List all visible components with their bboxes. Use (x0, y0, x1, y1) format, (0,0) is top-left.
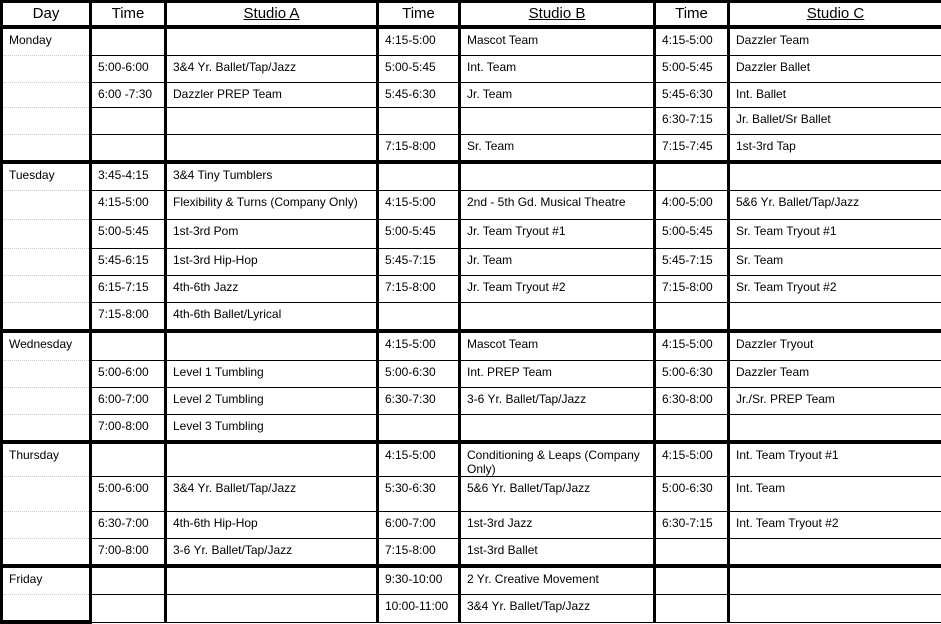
time-b-cell: 6:00-7:00 (378, 512, 460, 539)
studio-a-cell: 4th-6th Hip-Hop (166, 512, 378, 539)
studio-c-cell: Int. Team Tryout #1 (729, 442, 941, 477)
day-cell (2, 388, 91, 415)
studio-c-cell: 5&6 Yr. Ballet/Tap/Jazz (729, 191, 941, 220)
time-a-cell (91, 27, 166, 56)
time-b-cell (378, 415, 460, 443)
time-a-cell: 5:00-5:45 (91, 220, 166, 249)
studio-b-cell: 2nd - 5th Gd. Musical Theatre (460, 191, 655, 220)
studio-a-cell (166, 331, 378, 361)
time-a-cell: 6:00-7:00 (91, 388, 166, 415)
time-a-cell: 3:45-4:15 (91, 162, 166, 191)
studio-c-cell: Dazzler Team (729, 27, 941, 56)
time-c-cell: 5:45-6:30 (655, 83, 729, 108)
studio-b-cell (460, 303, 655, 332)
time-a-cell: 7:00-8:00 (91, 415, 166, 443)
studio-a-cell (166, 595, 378, 623)
time-a-cell: 7:15-8:00 (91, 303, 166, 332)
studio-c-cell (729, 415, 941, 443)
day-cell (2, 191, 91, 220)
studio-b-cell: Jr. Team (460, 83, 655, 108)
time-a-cell (91, 135, 166, 163)
studio-a-cell (166, 27, 378, 56)
time-a-cell: 7:00-8:00 (91, 539, 166, 567)
header-studio-b (460, 2, 655, 28)
studio-c-cell (729, 566, 941, 595)
schedule-row (2, 27, 941, 56)
schedule-row (2, 539, 941, 567)
day-label: Monday (2, 27, 91, 56)
day-cell (2, 220, 91, 249)
day-label: Tuesday (2, 162, 91, 191)
studio-b-cell: Jr. Team Tryout #2 (460, 276, 655, 303)
time-c-cell (655, 415, 729, 443)
studio-c-cell: Dazzler Team (729, 361, 941, 388)
schedule-row (2, 331, 941, 361)
studio-a-cell: Level 2 Tumbling (166, 388, 378, 415)
header-time-a: Time (91, 2, 166, 28)
day-cell (2, 276, 91, 303)
studio-a-cell: Level 1 Tumbling (166, 361, 378, 388)
day-cell (2, 415, 91, 443)
time-c-cell: 6:30-8:00 (655, 388, 729, 415)
studio-a-cell: 4th-6th Ballet/Lyrical (166, 303, 378, 332)
time-c-cell: 4:00-5:00 (655, 191, 729, 220)
time-c-cell: 7:15-7:45 (655, 135, 729, 163)
time-a-cell: 5:00-6:00 (91, 477, 166, 512)
studio-a-cell: 3&4 Tiny Tumblers (166, 162, 378, 191)
time-c-cell (655, 303, 729, 332)
time-b-cell: 10:00-11:00 (378, 595, 460, 623)
time-c-cell (655, 595, 729, 623)
time-b-cell: 9:30-10:00 (378, 566, 460, 595)
day-cell (2, 539, 91, 567)
studio-c-cell: Sr. Team Tryout #2 (729, 276, 941, 303)
schedule-row (2, 56, 941, 83)
day-cell (2, 83, 91, 108)
day-cell (2, 56, 91, 83)
studio-a-cell: 4th-6th Jazz (166, 276, 378, 303)
time-c-cell: 5:00-5:45 (655, 56, 729, 83)
schedule-row (2, 566, 941, 595)
time-b-cell: 6:30-7:30 (378, 388, 460, 415)
studio-a-cell: 1st-3rd Pom (166, 220, 378, 249)
schedule-row (2, 442, 941, 477)
studio-b-cell: Int. Team (460, 56, 655, 83)
day-cell (2, 249, 91, 276)
studio-b-cell (460, 415, 655, 443)
schedule-row (2, 276, 941, 303)
studio-b-cell: 5&6 Yr. Ballet/Tap/Jazz (460, 477, 655, 512)
time-a-cell: 5:00-6:00 (91, 56, 166, 83)
studio-a-cell: 3-6 Yr. Ballet/Tap/Jazz (166, 539, 378, 567)
studio-c-cell: Dazzler Ballet (729, 56, 941, 83)
day-label: Friday (2, 566, 91, 595)
time-a-cell (91, 442, 166, 477)
studio-c-cell: 1st-3rd Tap (729, 135, 941, 163)
header-studio-c (729, 2, 941, 28)
time-b-cell: 4:15-5:00 (378, 27, 460, 56)
schedule-row (2, 191, 941, 220)
studio-a-cell (166, 566, 378, 595)
time-c-cell: 5:45-7:15 (655, 249, 729, 276)
time-b-cell (378, 162, 460, 191)
schedule-row (2, 162, 941, 191)
time-a-cell (91, 595, 166, 623)
studio-b-cell: Sr. Team (460, 135, 655, 163)
studio-c-cell (729, 162, 941, 191)
schedule-row (2, 388, 941, 415)
time-a-cell (91, 566, 166, 595)
time-c-cell: 4:15-5:00 (655, 331, 729, 361)
time-a-cell: 5:00-6:00 (91, 361, 166, 388)
schedule-row (2, 595, 941, 623)
header-time-b: Time (378, 2, 460, 28)
studio-a-cell: 1st-3rd Hip-Hop (166, 249, 378, 276)
time-a-cell (91, 331, 166, 361)
time-b-cell: 5:45-7:15 (378, 249, 460, 276)
studio-a-cell (166, 135, 378, 163)
studio-c-cell: Int. Team Tryout #2 (729, 512, 941, 539)
studio-b-cell: Jr. Team Tryout #1 (460, 220, 655, 249)
schedule-row (2, 303, 941, 332)
studio-b-cell: Int. PREP Team (460, 361, 655, 388)
schedule-row (2, 220, 941, 249)
schedule-row (2, 477, 941, 512)
studio-c-label: Studio C (807, 5, 865, 22)
time-b-cell: 5:00-5:45 (378, 220, 460, 249)
day-cell (2, 135, 91, 163)
time-c-cell (655, 162, 729, 191)
studio-c-cell: Int. Ballet (729, 83, 941, 108)
time-a-cell: 6:00 -7:30 (91, 83, 166, 108)
time-b-cell: 5:00-5:45 (378, 56, 460, 83)
time-a-cell: 6:15-7:15 (91, 276, 166, 303)
schedule-row (2, 415, 941, 443)
time-b-cell: 5:30-6:30 (378, 477, 460, 512)
studio-a-cell: Level 3 Tumbling (166, 415, 378, 443)
time-c-cell: 6:30-7:15 (655, 512, 729, 539)
studio-b-cell: 3&4 Yr. Ballet/Tap/Jazz (460, 595, 655, 623)
studio-b-cell: Mascot Team (460, 27, 655, 56)
studio-a-cell: Dazzler PREP Team (166, 83, 378, 108)
schedule-row (2, 83, 941, 108)
time-c-cell: 5:00-6:30 (655, 477, 729, 512)
header-row (2, 2, 941, 28)
schedule-row (2, 108, 941, 135)
schedule-row (2, 361, 941, 388)
day-cell (2, 108, 91, 135)
time-b-cell: 5:00-6:30 (378, 361, 460, 388)
time-a-cell: 4:15-5:00 (91, 191, 166, 220)
studio-b-cell: 1st-3rd Jazz (460, 512, 655, 539)
time-c-cell: 4:15-5:00 (655, 442, 729, 477)
time-b-cell: 7:15-8:00 (378, 539, 460, 567)
studio-c-cell: Int. Team (729, 477, 941, 512)
time-b-cell: 4:15-5:00 (378, 442, 460, 477)
studio-a-cell: Flexibility & Turns (Company Only) (166, 191, 378, 220)
time-c-cell: 5:00-6:30 (655, 361, 729, 388)
schedule-body (2, 27, 941, 622)
studio-b-cell: 2 Yr. Creative Movement (460, 566, 655, 595)
studio-c-cell: Sr. Team (729, 249, 941, 276)
studio-b-cell: Jr. Team (460, 249, 655, 276)
studio-c-cell (729, 303, 941, 332)
time-c-cell: 5:00-5:45 (655, 220, 729, 249)
time-b-cell: 5:45-6:30 (378, 83, 460, 108)
time-b-cell: 7:15-8:00 (378, 276, 460, 303)
header-day: Day (2, 2, 91, 28)
studio-a-cell (166, 108, 378, 135)
day-cell (2, 595, 91, 623)
studio-b-cell: Conditioning & Leaps (Company Only) (460, 442, 655, 477)
day-label: Thursday (2, 442, 91, 477)
studio-c-cell: Sr. Team Tryout #1 (729, 220, 941, 249)
studio-c-cell: Dazzler Tryout (729, 331, 941, 361)
studio-b-cell: Mascot Team (460, 331, 655, 361)
studio-c-cell (729, 539, 941, 567)
day-cell (2, 303, 91, 332)
studio-b-label: Studio B (529, 5, 586, 22)
schedule-row (2, 512, 941, 539)
time-b-cell: 7:15-8:00 (378, 135, 460, 163)
studio-b-cell: 1st-3rd Ballet (460, 539, 655, 567)
studio-a-cell: 3&4 Yr. Ballet/Tap/Jazz (166, 56, 378, 83)
day-cell (2, 361, 91, 388)
day-label: Wednesday (2, 331, 91, 361)
header-studio-a (166, 2, 378, 28)
time-b-cell (378, 303, 460, 332)
time-b-cell (378, 108, 460, 135)
time-c-cell: 7:15-8:00 (655, 276, 729, 303)
time-b-cell: 4:15-5:00 (378, 191, 460, 220)
studio-b-cell: 3-6 Yr. Ballet/Tap/Jazz (460, 388, 655, 415)
day-cell (2, 477, 91, 512)
studio-b-cell (460, 108, 655, 135)
time-c-cell: 6:30-7:15 (655, 108, 729, 135)
day-cell (2, 512, 91, 539)
studio-b-cell (460, 162, 655, 191)
studio-a-cell: 3&4 Yr. Ballet/Tap/Jazz (166, 477, 378, 512)
header-time-c: Time (655, 2, 729, 28)
time-b-cell: 4:15-5:00 (378, 331, 460, 361)
time-a-cell: 6:30-7:00 (91, 512, 166, 539)
studio-a-label: Studio A (244, 5, 300, 22)
studio-c-cell (729, 595, 941, 623)
studio-c-cell: Jr. Ballet/Sr Ballet (729, 108, 941, 135)
time-c-cell (655, 539, 729, 567)
studio-a-cell (166, 442, 378, 477)
schedule-row (2, 249, 941, 276)
time-a-cell (91, 108, 166, 135)
time-c-cell: 4:15-5:00 (655, 27, 729, 56)
schedule-row (2, 135, 941, 163)
time-c-cell (655, 566, 729, 595)
studio-c-cell: Jr./Sr. PREP Team (729, 388, 941, 415)
time-a-cell: 5:45-6:15 (91, 249, 166, 276)
